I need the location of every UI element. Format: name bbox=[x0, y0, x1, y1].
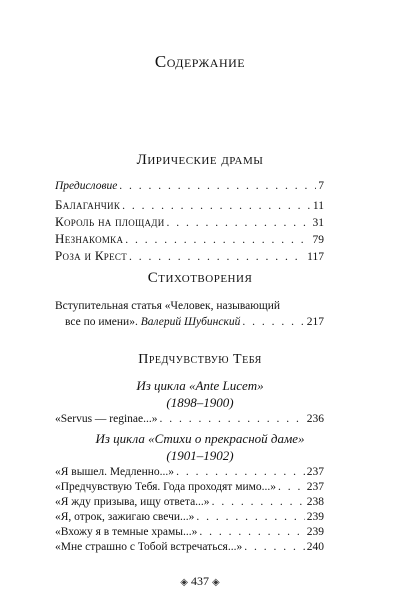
toc-entry-label: «Мне страшно с Тобой встречаться...» bbox=[55, 541, 243, 553]
toc-entry-label: Король на площади bbox=[55, 214, 165, 229]
toc-entry-page: 237 bbox=[306, 466, 324, 478]
toc-entry-label: «Я, отрок, зажигаю свечи...» bbox=[55, 511, 195, 523]
toc-entry-page: 79 bbox=[312, 234, 324, 246]
toc-entry bbox=[55, 413, 324, 429]
article-title-end: все по имени». bbox=[65, 316, 138, 328]
dot-leader bbox=[119, 180, 316, 192]
article-author: Валерий Шубинский bbox=[140, 316, 241, 328]
page-heading: Содержание bbox=[154, 52, 246, 71]
toc-entry-label: «Вхожу я в темные храмы...» bbox=[55, 526, 198, 538]
cycle-years: (1901–1902) bbox=[166, 448, 234, 463]
toc-entry-page: 117 bbox=[307, 251, 324, 263]
toc-entry-page: 31 bbox=[312, 217, 324, 229]
toc-entry-page: 238 bbox=[306, 496, 324, 508]
toc-entry-page: 11 bbox=[312, 200, 324, 212]
toc-entry-label: Балаганчик bbox=[55, 197, 121, 212]
toc-entry bbox=[55, 214, 324, 230]
toc-entry bbox=[55, 496, 324, 512]
cycle-title: Из цикла «Ante Lucem» bbox=[136, 378, 264, 393]
toc-entry-page: 237 bbox=[306, 481, 324, 493]
cycle-heading-2 bbox=[0, 430, 400, 464]
toc-entry bbox=[55, 541, 324, 557]
page-number: 437 bbox=[191, 574, 209, 588]
toc-entry-page: 217 bbox=[306, 316, 324, 328]
toc-entry-article bbox=[55, 316, 324, 332]
toc-entry bbox=[55, 511, 324, 527]
toc-entry-label: Незнакомка bbox=[55, 231, 124, 246]
toc-entry-label: Предисловие bbox=[55, 180, 118, 192]
toc-entry-page: 7 bbox=[318, 180, 324, 192]
toc-entry-page: 240 bbox=[306, 541, 324, 553]
toc-entry bbox=[55, 248, 324, 264]
toc-entry bbox=[55, 197, 324, 213]
dot-leader bbox=[196, 511, 304, 523]
dot-leader bbox=[176, 466, 305, 478]
toc-entry bbox=[55, 526, 324, 542]
dot-leader bbox=[167, 217, 311, 229]
toc-entry bbox=[55, 180, 324, 196]
cycle-title: Из цикла «Стихи о прекрасной даме» bbox=[95, 431, 305, 446]
toc-entry-page: 236 bbox=[306, 413, 324, 425]
dot-leader bbox=[122, 200, 311, 212]
cycle-years: (1898–1900) bbox=[166, 395, 234, 410]
dot-leader bbox=[212, 496, 305, 508]
subsection-title: Предчувствую Тебя bbox=[138, 352, 262, 367]
toc-entry-label: «Servus — reginae...» bbox=[55, 413, 158, 425]
article-line-1: Вступительная статья «Человек, называющий bbox=[55, 300, 281, 312]
dot-leader bbox=[278, 481, 305, 493]
section-title-poems: Стихотворения bbox=[147, 270, 253, 286]
section-title-dramas: Лирические драмы bbox=[136, 152, 264, 168]
ornament-right-icon: ◈ bbox=[212, 577, 220, 588]
dot-leader bbox=[160, 413, 305, 425]
toc-entry bbox=[55, 231, 324, 247]
cycle-heading-1 bbox=[0, 377, 400, 411]
dot-leader bbox=[199, 526, 304, 538]
dot-leader bbox=[244, 541, 305, 553]
toc-entry-page: 239 bbox=[306, 526, 324, 538]
dot-leader bbox=[129, 251, 305, 263]
toc-entry bbox=[55, 466, 324, 482]
page-footer bbox=[0, 574, 400, 589]
toc-entry bbox=[55, 481, 324, 497]
toc-entry-label: «Предчувствую Тебя. Года проходят мимо...» bbox=[55, 481, 277, 493]
ornament-left-icon: ◈ bbox=[180, 577, 188, 588]
toc-entry-page: 239 bbox=[306, 511, 324, 523]
dot-leader bbox=[242, 316, 304, 328]
toc-entry-label: Роза и Крест bbox=[55, 248, 128, 263]
dot-leader bbox=[125, 234, 310, 246]
toc-entry-label: «Я жду призыва, ищу ответа...» bbox=[55, 496, 210, 508]
toc-entry-label: «Я вышел. Медленно...» bbox=[55, 466, 175, 478]
